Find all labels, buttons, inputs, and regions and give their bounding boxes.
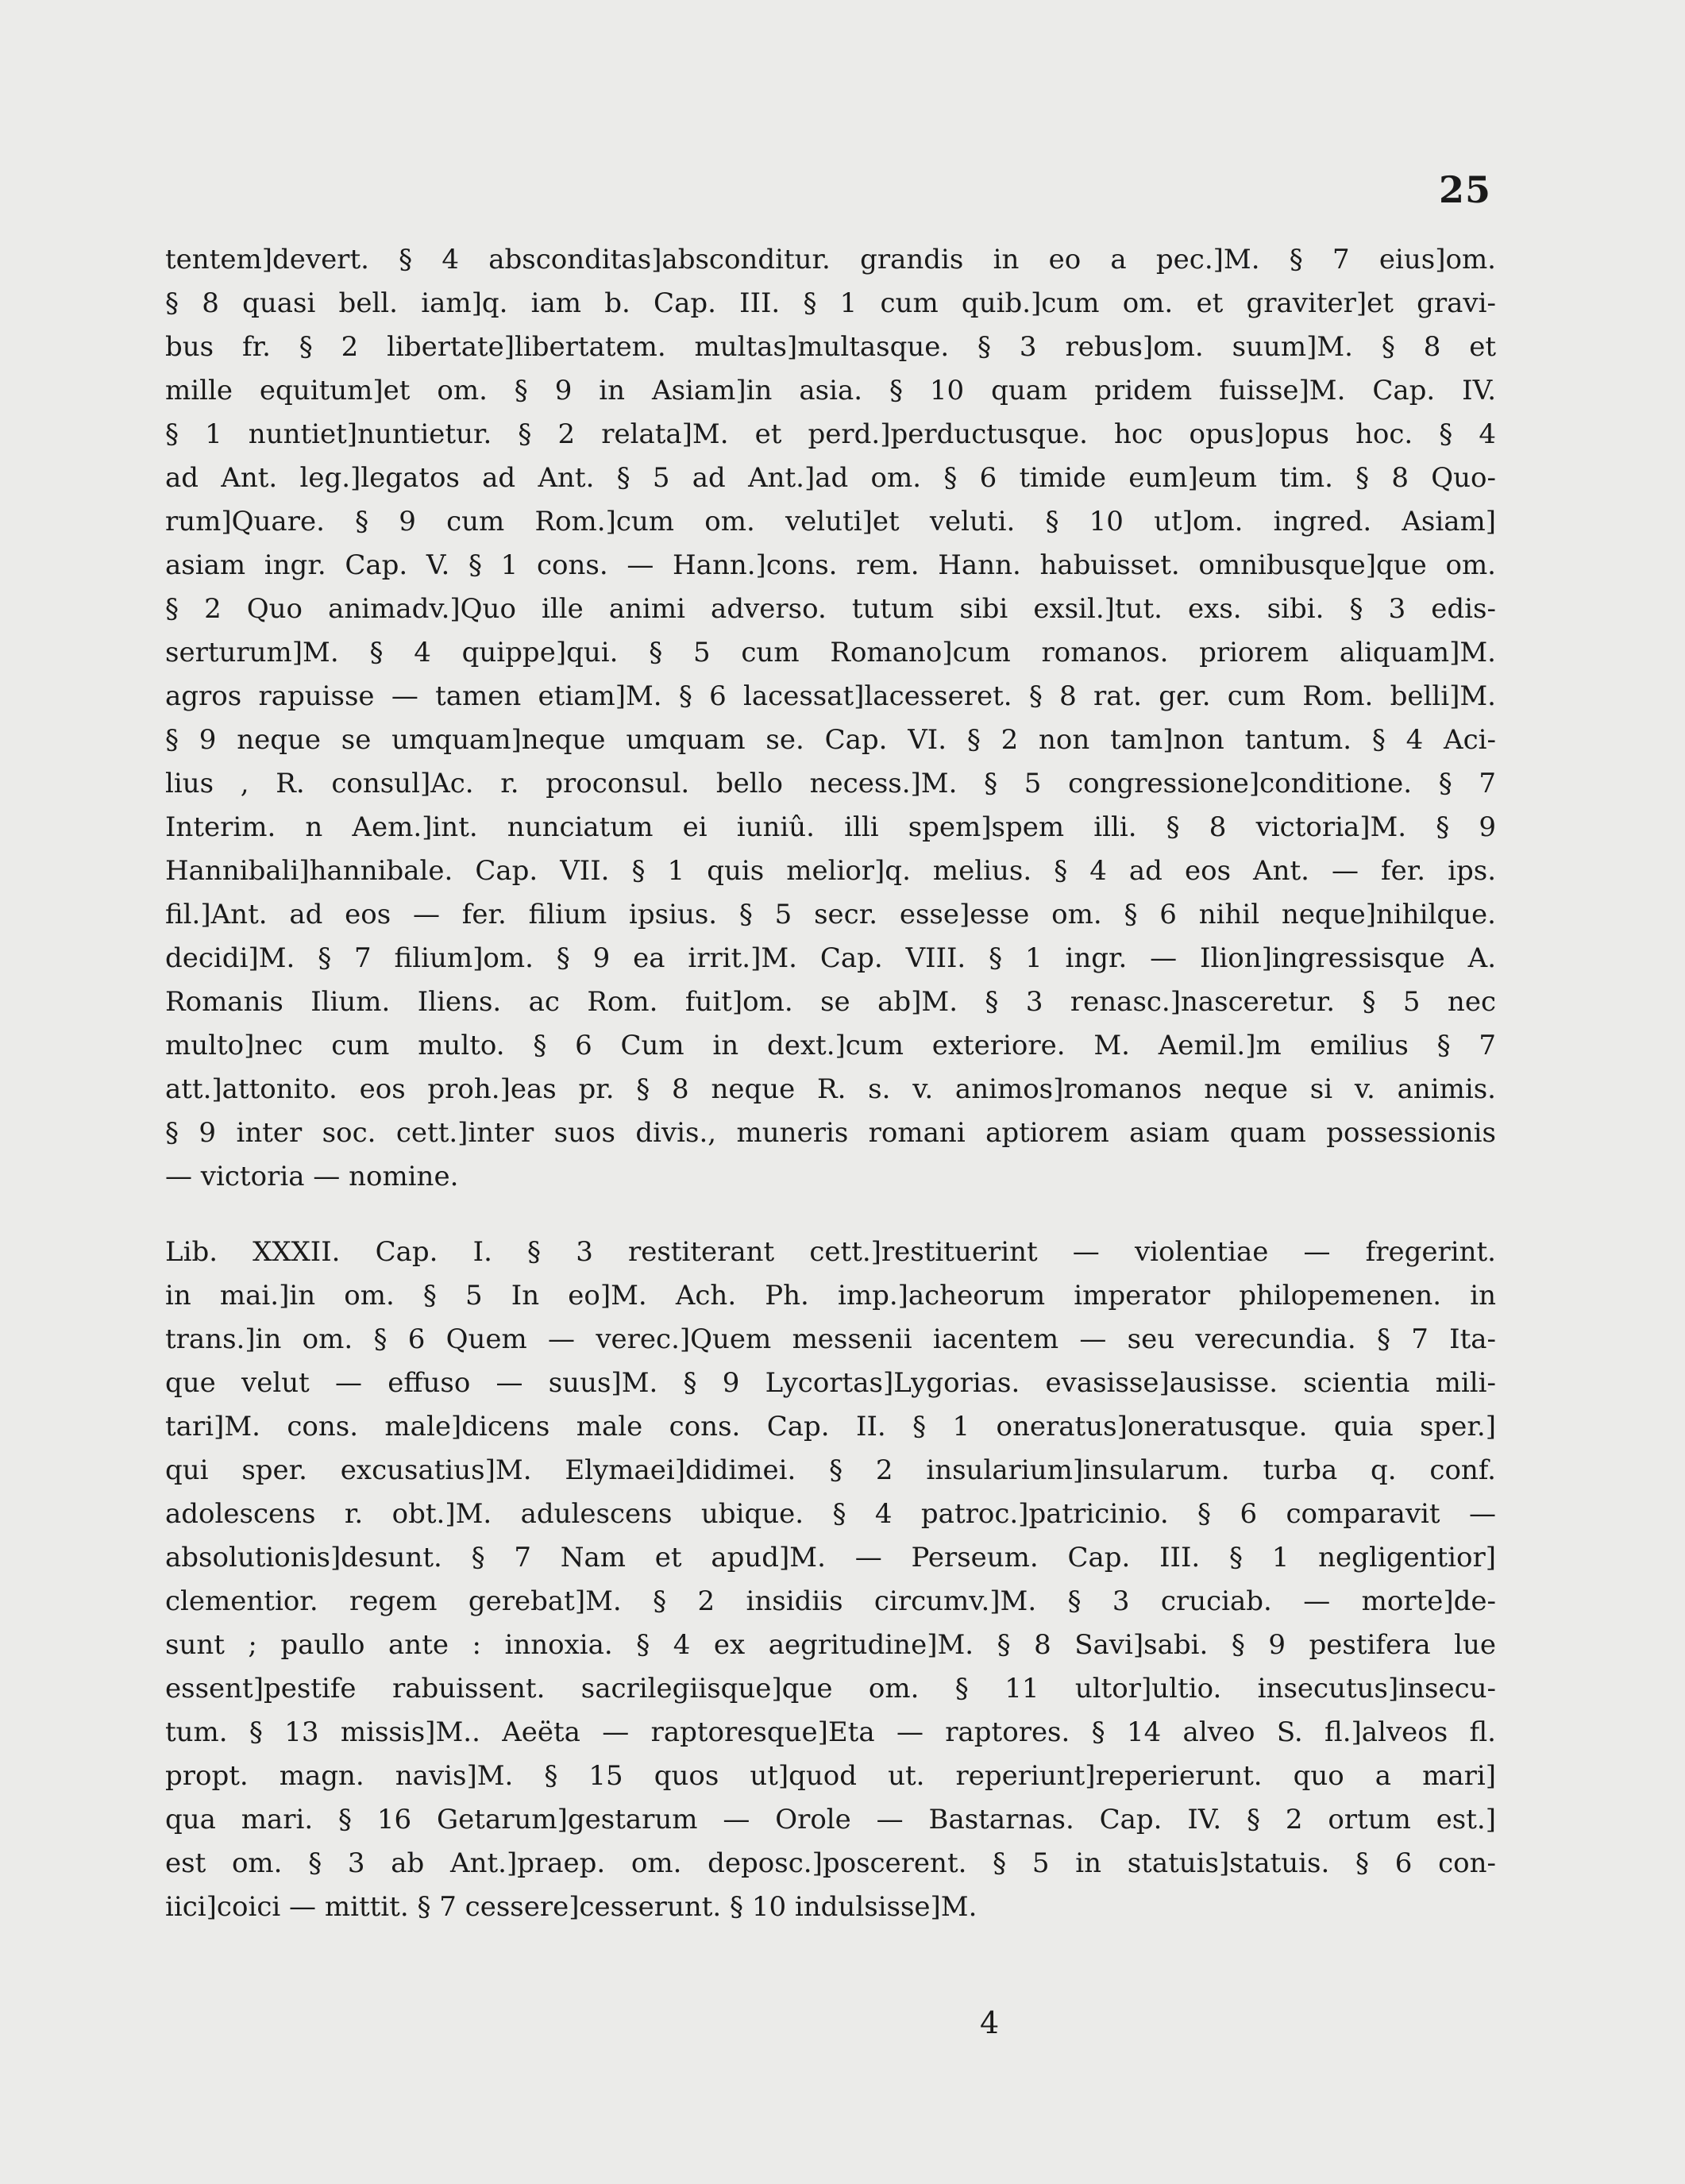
text-line: qui sper. excusatius]M. Elymaei]didimei. § 2 insularium]insularum. turba q. conf. bbox=[165, 1454, 1496, 1486]
text-line: asiam ingr. Cap. V. § 1 cons. — Hann.]cons. rem. Hann. habuisset. omnibusque]que om. bbox=[165, 549, 1496, 581]
text-line: decidi]M. § 7 filium]om. § 9 ea irrit.]M. Cap. VIII. § 1 ingr. — Ilion]ingressisque A. bbox=[165, 942, 1496, 974]
text-line: agros rapuisse — tamen etiam]M. § 6 lacessat]lacesseret. § 8 rat. ger. cum Rom. belli]M. bbox=[165, 680, 1496, 712]
text-line: in mai.]in om. § 5 In eo]M. Ach. Ph. imp.]acheorum imperator philopemenen. in bbox=[165, 1280, 1496, 1312]
page-number: 25 bbox=[1438, 168, 1491, 211]
text-line: § 9 neque se umquam]neque umquam se. Cap. VI. § 2 non tam]non tantum. § 4 Aci- bbox=[165, 724, 1496, 756]
text-line: qua mari. § 16 Getarum]gestarum — Orole — Bastarnas. Cap. IV. § 2 ortum est.] bbox=[165, 1804, 1496, 1835]
text-line: § 1 nuntiet]nuntietur. § 2 relata]M. et perd.]perductusque. hoc opus]opus hoc. § 4 bbox=[165, 418, 1496, 450]
text-line: Lib. XXXII. Cap. I. § 3 restiterant cett.]restituerint — violentiae — fregerint. bbox=[165, 1236, 1496, 1268]
text-line: iici]coici — mittit. § 7 cessere]cesserunt. § 10 indulsisse]M. bbox=[165, 1891, 977, 1923]
text-line: que velut — effuso — suus]M. § 9 Lycortas]Lygorias. evasisse]ausisse. scientia mili- bbox=[165, 1367, 1496, 1399]
paragraph-spacer bbox=[165, 1199, 1496, 1231]
text-line: § 8 quasi bell. iam]q. iam b. Cap. III. § 1 cum quib.]cum om. et graviter]et gravi- bbox=[165, 287, 1496, 319]
text-line: — victoria — nomine. bbox=[165, 1161, 459, 1192]
text-line: clementior. regem gerebat]M. § 2 insidiis circumv.]M. § 3 cruciab. — morte]de- bbox=[165, 1585, 1496, 1617]
text-line: § 2 Quo animadv.]Quo ille animi adverso. tutum sibi exsil.]tut. exs. sibi. § 3 edis- bbox=[165, 593, 1496, 625]
text-line: multo]nec cum multo. § 6 Cum in dext.]cum exteriore. M. Aemil.]m emilius § 7 bbox=[165, 1030, 1496, 1061]
text-line: Romanis Ilium. Iliens. ac Rom. fuit]om. se ab]M. § 3 renasc.]nasceretur. § 5 nec bbox=[165, 986, 1496, 1018]
text-line: ad Ant. leg.]legatos ad Ant. § 5 ad Ant.]ad om. § 6 timide eum]eum tim. § 8 Quo- bbox=[165, 462, 1496, 494]
text-line: adolescens r. obt.]M. adulescens ubique. § 4 patroc.]patricinio. § 6 comparavit — bbox=[165, 1498, 1496, 1530]
paragraph-2 bbox=[165, 1231, 1496, 1929]
text-line: serturum]M. § 4 quippe]qui. § 5 cum Romano]cum romanos. priorem aliquam]M. bbox=[165, 637, 1496, 668]
text-line: § 9 inter soc. cett.]inter suos divis., muneris romani aptiorem asiam quam possessionis bbox=[165, 1117, 1496, 1149]
text-line: absolutionis]desunt. § 7 Nam et apud]M. — Perseum. Cap. III. § 1 negligentior] bbox=[165, 1542, 1496, 1573]
text-line: att.]attonito. eos proh.]eas pr. § 8 neque R. s. v. animos]romanos neque si v. animis. bbox=[165, 1073, 1496, 1105]
text-line: propt. magn. navis]M. § 15 quos ut]quod ut. reperiunt]reperierunt. quo a mari] bbox=[165, 1760, 1496, 1792]
text-block bbox=[165, 238, 1496, 1929]
text-line: essent]pestife rabuissent. sacrilegiisque]que om. § 11 ultor]ultio. insecutus]insecu- bbox=[165, 1673, 1496, 1704]
text-line: rum]Quare. § 9 cum Rom.]cum om. veluti]et veluti. § 10 ut]om. ingred. Asiam] bbox=[165, 506, 1496, 537]
text-line: bus fr. § 2 libertate]libertatem. multas]multasque. § 3 rebus]om. suum]M. § 8 et bbox=[165, 331, 1496, 363]
paragraph-1 bbox=[165, 238, 1496, 1199]
text-line: est om. § 3 ab Ant.]praep. om. deposc.]poscerent. § 5 in statuis]statuis. § 6 con- bbox=[165, 1847, 1496, 1879]
text-line: trans.]in om. § 6 Quem — verec.]Quem messenii iacentem — seu verecundia. § 7 Ita- bbox=[165, 1323, 1496, 1355]
signature-mark: 4 bbox=[980, 2005, 1000, 2040]
text-line: Hannibali]hannibale. Cap. VII. § 1 quis melior]q. melius. § 4 ad eos Ant. — fer. ips. bbox=[165, 855, 1496, 887]
text-line: Interim. n Aem.]int. nunciatum ei iuniû. illi spem]spem illi. § 8 victoria]M. § 9 bbox=[165, 811, 1496, 843]
text-line: mille equitum]et om. § 9 in Asiam]in asia. § 10 quam pridem fuisse]M. Cap. IV. bbox=[165, 375, 1496, 406]
text-line: lius , R. consul]Ac. r. proconsul. bello necess.]M. § 5 congressione]conditione. § 7 bbox=[165, 768, 1496, 799]
text-line: tentem]devert. § 4 absconditas]absconditur. grandis in eo a pec.]M. § 7 eius]om. bbox=[165, 244, 1496, 275]
text-line: sunt ; paullo ante : innoxia. § 4 ex aegritudine]M. § 8 Savi]sabi. § 9 pestifera lue bbox=[165, 1629, 1496, 1661]
text-line: fil.]Ant. ad eos — fer. filium ipsius. § 5 secr. esse]esse om. § 6 nihil neque]nihilque. bbox=[165, 899, 1496, 930]
text-line: tum. § 13 missis]M.. Aeëta — raptoresque]Eta — raptores. § 14 alveo S. fl.]alveos fl. bbox=[165, 1716, 1496, 1748]
text-line: tari]M. cons. male]dicens male cons. Cap. II. § 1 oneratus]oneratusque. quia sper.] bbox=[165, 1411, 1496, 1443]
